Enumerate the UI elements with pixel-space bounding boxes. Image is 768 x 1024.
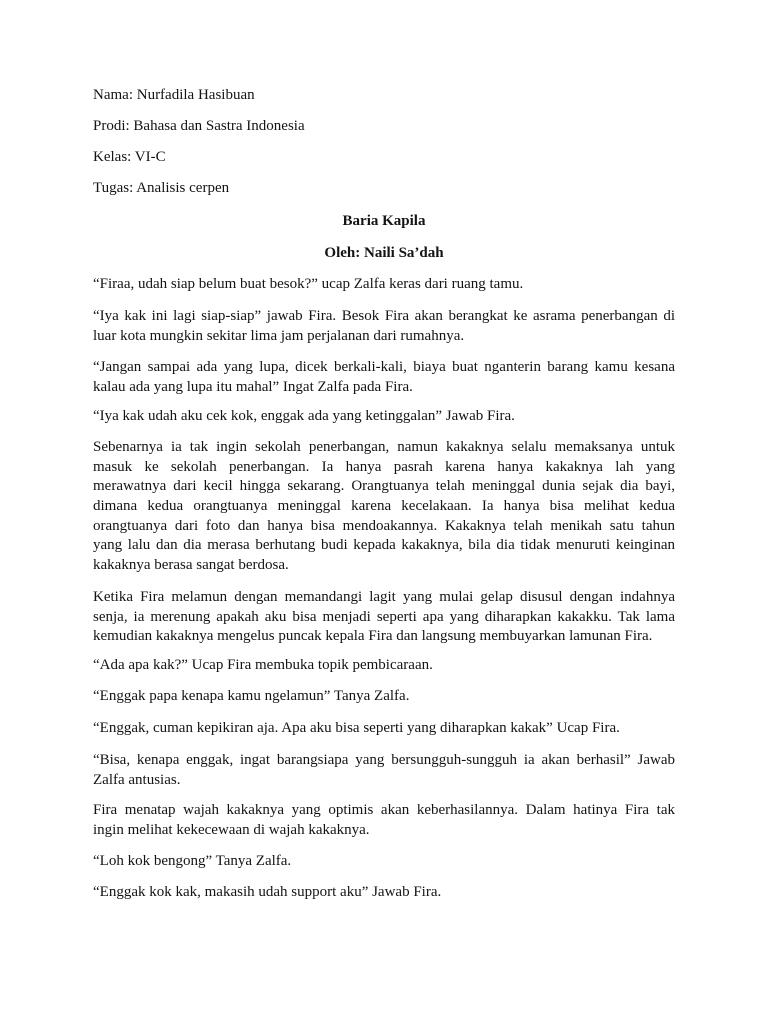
study-program	[93, 117, 675, 137]
story-line: dimana kedua orangtuanya meninggal karena kecelakaan. Ia hanya bisa melihat kedua	[93, 498, 675, 515]
story-paragraph	[93, 883, 675, 903]
story-line: luar kota mungkin sekitar lima jam perjalanan dari rumahnya.	[93, 327, 465, 344]
story-line: Zalfa antusias.	[93, 771, 181, 788]
story-line: senja, ia merenung apakah aku bisa menjadi seperti apa yang diharapkan kakakku. Tak lama	[93, 608, 675, 625]
story-line: “Iya kak udah aku cek kok, enggak ada yang ketinggalan” Jawab Fira.	[93, 408, 515, 424]
story-paragraph	[93, 719, 675, 739]
story-line: orangtuanya dari foto dan hanya bisa mendoakannya. Kakaknya telah menikah satu tahun	[93, 517, 675, 534]
story-paragraph	[93, 852, 675, 872]
story-author-text: Oleh: Naili Sa’dah	[324, 245, 444, 261]
story-line: “Enggak kok kak, makasih udah support aku” Jawab Fira.	[93, 884, 442, 900]
story-line: Sebenarnya ia tak ingin sekolah penerbangan, namun kakaknya selalu memaksanya untuk	[93, 439, 675, 455]
story-paragraph	[93, 358, 675, 397]
story-title-text: Baria Kapila	[342, 213, 426, 229]
story-line: “Enggak, cuman kepikiran aja. Apa aku bisa seperti yang diharapkan kakak” Ucap Fira.	[93, 720, 620, 736]
story-author	[93, 244, 675, 264]
assignment-label	[93, 179, 675, 199]
story-paragraph	[93, 275, 675, 295]
story-title	[93, 212, 675, 232]
assignment-label-text: Tugas: Analisis cerpen	[93, 180, 230, 196]
story-line: “Jangan sampai ada yang lupa, dicek berkali-kali, biaya buat nganterin barang kamu kesana	[93, 359, 675, 375]
story-paragraph	[93, 801, 675, 840]
student-name	[93, 86, 675, 106]
story-line: Ketika Fira melamun dengan memandangi lagit yang mulai gelap disusul dengan indahnya	[93, 589, 675, 605]
story-paragraph	[93, 438, 675, 576]
student-name-text: Nama: Nurfadila Hasibuan	[93, 87, 255, 103]
story-line: ingin melihat kekecewaan di wajah kakaknya.	[93, 821, 370, 838]
story-line: “Iya kak ini lagi siap-siap” jawab Fira. Besok Fira akan berangkat ke asrama penerbangan di	[93, 308, 675, 324]
study-program-text: Prodi: Bahasa dan Sastra Indonesia	[93, 118, 305, 134]
class-label-text: Kelas: VI-C	[93, 149, 166, 165]
story-line: “Bisa, kenapa enggak, ingat barangsiapa yang bersungguh-sungguh ia akan berhasil” Jawab	[93, 752, 675, 768]
story-line: “Firaa, udah siap belum buat besok?” ucap Zalfa keras dari ruang tamu.	[93, 276, 524, 292]
story-line: Fira menatap wajah kakaknya yang optimis akan keberhasilannya. Dalam hatinya Fira tak	[93, 802, 675, 818]
story-line: “Loh kok bengong” Tanya Zalfa.	[93, 853, 292, 869]
story-line: kakaknya berasa sangat berdosa.	[93, 557, 289, 574]
story-paragraph	[93, 656, 675, 676]
story-paragraph	[93, 751, 675, 790]
story-paragraph	[93, 307, 675, 346]
story-line: “Enggak papa kenapa kamu ngelamun” Tanya Zalfa.	[93, 688, 410, 704]
story-paragraph	[93, 407, 675, 427]
story-paragraph	[93, 687, 675, 707]
story-line: yang lalu dan dia merasa berhutang budi kepada kakaknya, bila dia tidak menuruti keinginan	[93, 537, 675, 554]
story-line: kalau ada yang lupa itu mahal” Ingat Zalfa pada Fira.	[93, 378, 413, 395]
story-paragraph	[93, 588, 675, 647]
story-line: merawatnya dari kecil hingga sekarang. Orangtuanya telah meninggal dunia sejak dia bayi,	[93, 478, 675, 495]
story-line: kemudian kakaknya mengelus puncak kepala Fira dan langsung membuyarkan lamunan Fira.	[93, 628, 653, 645]
story-line: masuk ke sekolah penerbangan. Ia hanya pasrah karena hanya kakaknya lah yang	[93, 458, 675, 475]
class-label	[93, 148, 675, 168]
story-line: “Ada apa kak?” Ucap Fira membuka topik pembicaraan.	[93, 657, 433, 673]
